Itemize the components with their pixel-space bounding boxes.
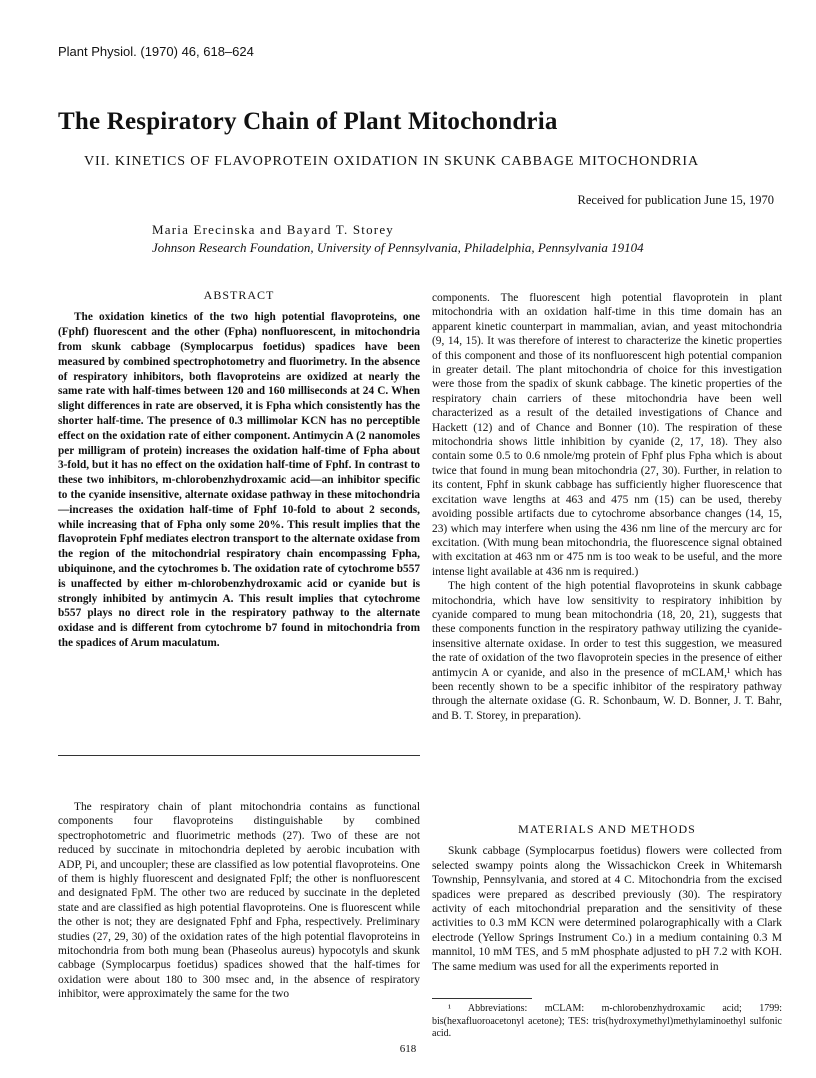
footnote-text: ¹ Abbreviations: mCLAM: m-chlorobenzhydroxamic acid; 1799: bis(hexafluoroacetonyl acetone); TES: tris(hydroxymethyl)methylaminoethyl sulfonic acid. <box>432 1003 782 1040</box>
introduction-section <box>58 800 420 1002</box>
methods-heading: MATERIALS AND METHODS <box>518 822 696 836</box>
continued-paragraph: components. The fluorescent high potential flavoprotein in plant mitochondria with an oxidation half-time in this time domain has an apparent kinetic counterpart in mammalian, avian, and yeast mitochondria (9, 14, 15). It was therefore of interest to characterize the kinetic properties of this component and those of its nonfluorescent high potential companion in greater detail. The plant mitochondria of choice for this investigation were those from the spadix of skunk cabbage. The kinetic properties of the respiratory chain carriers of these mitochondria have been well characterized as a result of the detailed investigations of Chance and Hackett (12) and of Chance and Bonner (10). The respiration of these mitochondria shows little inhibition by cyanide (2, 17, 18). They also contain some 0.5 to 0.6 nmole/mg protein of Fphf plus Fpha which is about twice that found in mung bean mitochondria (27, 30). Further, in relation to its content, Fphf in skunk cabbage has sufficiently higher fluorescence that excitation wave lengths at 463 and 475 nm (15) can be used, thereby avoiding possible artifacts due to cytochrome absorbance changes (14, 15, 23) which may interfere when using the 436 nm line of the mercury arc for excitation. (With mung bean mitochondria, the fluorescence signal obtained with excitation at 463 nm or 475 nm is too weak to be useful, and the more intense light available at 436 nm is required.) <box>432 292 782 578</box>
page-number: 618 <box>399 1043 417 1055</box>
abstract-divider <box>58 755 420 756</box>
received-date: Received for publication June 15, 1970 <box>577 193 774 207</box>
article-subtitle: VII. KINETICS OF FLAVOPROTEIN OXIDATION IN SKUNK CABBAGE MITOCHONDRIA <box>84 154 699 169</box>
journal-reference: Plant Physiol. (1970) 46, 618–624 <box>58 44 254 59</box>
article-title: The Respiratory Chain of Plant Mitochondria <box>58 108 558 135</box>
right-column <box>432 291 782 723</box>
affiliation: Johnson Research Foundation, University of Pennsylvania, Philadelphia, Pennsylvania 19104 <box>152 240 644 255</box>
footnote-divider <box>432 998 532 999</box>
authors: Maria Erecinska and Bayard T. Storey <box>152 222 394 237</box>
methods-text: Skunk cabbage (Symplocarpus foetidus) flowers were collected from selected swampy points along the Wissachickon Creek in Whitemarsh Township, Pennsylvania, and stored at 4 C. Mitochondria from the excised spadices were prepared as described previously (30). The respiratory activity of each mitochondrial preparation and the sensitivity of these activities to 0.3 mM KCN were determined polarographically with a Clark electrode (Yellow Springs Instrument Co.) in a medium containing 0.3 M mannitol, 10 mM TES, and 5 mM phosphate adjusted to pH 7.2 with KOH. The same medium was used for all the experiments reported in <box>432 845 782 973</box>
abstract-text: The oxidation kinetics of the two high potential flavoproteins, one (Fphf) fluorescent and the other (Fpha) nonfluorescent, in mitochondria from skunk cabbage (Symplocarpus foetidus) spadices have been measured by combined spectrophotometry and fluorimetry. In the absence of respiratory inhibitors, both flavoproteins are oxidized at nearly the same rate with half-times between 120 and 160 milliseconds at 24 C. When slight differences in rate are observed, it is Fpha which consistently has the shorter half-time. The presence of 0.3 millimolar KCN has no perceptible effect on the oxidation rate of either component. Antimycin A (2 nanomoles per milligram of protein) increases the oxidation half-time of Fpha about 3-fold, but it has no effect on the oxidation half-time of Fphf. In contrast to these two inhibitors, m-chlorobenzhydroxamic acid—an inhibitor specific to the cyanide insensitive, alternate oxidase pathway in these mitochondria—increases the oxidation half-time of Fphf 10-fold to about 2 seconds, while increasing that of Fpha only some 20%. This result implies that the flavoprotein Fphf mediates electron transport to the alternate oxidase from the region of the mitochondrial respiratory chain encompassing Fpha, ubiquinone, and the cytochromes b. The oxidation rate of cytochrome b557 is unaffected by either m-chlorobenzhydroxamic acid or cyanide but is strongly inhibited by antimycin A. This result implies that cytochrome b557 plays no direct role in the respiratory pathway to the alternate oxidase and is different from cytochrome b7 found in mitochondria from the spadices of Arum maculatum. <box>58 311 420 649</box>
introduction-text: The respiratory chain of plant mitochondria contains as functional components four flavoproteins distinguishable by combined spectrophotometric and fluorimetric methods (27). Two of these are not reduced by succinate in mitochondria depleted by aerobic incubation with ADP, Pi, and uncoupler; these are classified as low potential flavoproteins. One of them is highly fluorescent and designated Fplf; the other is nonfluorescent and designated FpM. The other two are reduced by succinate in the depleted state and are classified as high potential flavoproteins. One is fluorescent while the other is not; they are designated Fphf and Fpha, respectively. Preliminary studies (27, 29, 30) of the oxidation rates of the high potential flavoproteins in mitochondria from both mung bean (Phaseolus aureus) hypocotyls and skunk cabbage (Symplocarpus foetidus) spadices showed that the half-times for oxidation were about 180 to 300 msec and, in the absence of respiratory inhibitor, were approximately the same for the two <box>58 801 420 1001</box>
abstract-section <box>58 288 420 651</box>
methods-section <box>432 822 782 974</box>
abstract-heading: ABSTRACT <box>203 288 275 302</box>
hypothesis-paragraph: The high content of the high potential flavoproteins in skunk cabbage mitochondria, which have low sensitivity to respiratory inhibition by cyanide compared to mung bean mitochondria (18, 20, 21), suggests that these components function in the respiratory pathway utilizing the cyanide-insensitive alternate oxidase. In order to test this suggestion, we measured the rate of oxidation of the two flavoprotein species in the presence of either antimycin A or cyanide, and also in the presence of mCLAM,¹ which has been recently shown to be a specific inhibitor of the respiratory pathway through the alternate oxidase (G. R. Schonbaum, W. D. Bonner, J. T. Bahr, and B. T. Storey, in preparation). <box>432 580 782 722</box>
footnote <box>432 1003 782 1041</box>
